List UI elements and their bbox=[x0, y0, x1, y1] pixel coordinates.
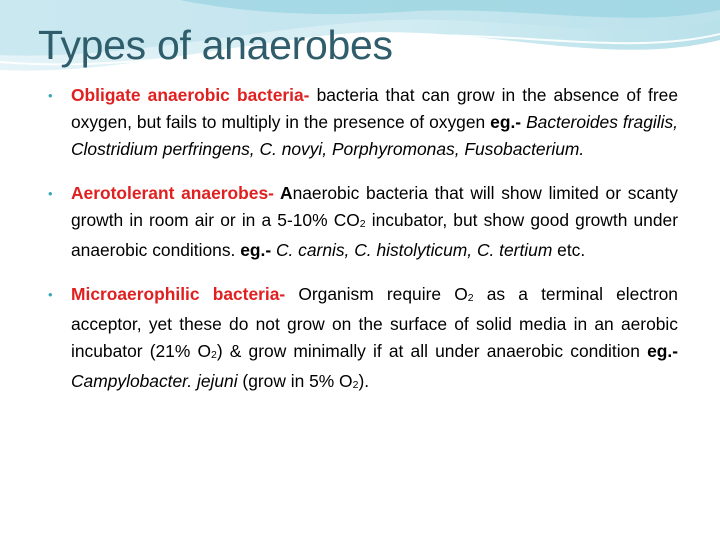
slide-title: Types of anaerobes bbox=[38, 22, 393, 68]
eg-label: eg.- bbox=[647, 341, 678, 361]
examples-text: Campylobacter. jejuni bbox=[71, 371, 238, 391]
term-label: Microaerophilic bacteria- bbox=[71, 284, 286, 304]
eg-label: eg.- bbox=[240, 240, 272, 260]
subscript: 2 bbox=[467, 292, 474, 304]
examples-text: C. carnis, C. histolyticum, C. tertium bbox=[271, 240, 553, 260]
bullet-microaerophilic-bacteria bbox=[46, 281, 678, 398]
eg-label: eg.- bbox=[490, 112, 522, 132]
bullet-dot-icon: • bbox=[48, 186, 53, 201]
term-label: Obligate anaerobic bacteria- bbox=[71, 85, 310, 105]
bullet-tail: ). bbox=[358, 371, 370, 391]
term-label: Aerotolerant anaerobes- bbox=[71, 183, 274, 203]
bullet-obligate-anaerobic bbox=[46, 82, 678, 163]
bullet-dot-icon: • bbox=[48, 88, 53, 103]
subscript-2: 2 bbox=[211, 349, 217, 361]
bold-letter: A bbox=[273, 183, 293, 203]
bullet-text-3: ) & grow minimally if at all under anaerobic condition bbox=[216, 341, 648, 361]
bullet-tail: etc. bbox=[552, 240, 586, 260]
examples-text: Bacteroides fragilis, Clostridium perfringens, C. novyi, Porphyromonas, Fusobacterium. bbox=[71, 112, 678, 159]
bullet-text: naerobic bacteria that will show limited or scanty growth in room air or in a 5-10% CO bbox=[71, 183, 679, 230]
subscript: 2 bbox=[359, 218, 366, 230]
subscript-3: 2 bbox=[352, 379, 359, 391]
bullet-text: Organism require O bbox=[285, 284, 468, 304]
bullet-aerotolerant-anaerobes bbox=[46, 180, 678, 264]
bullet-text: bacteria that can grow in the absence of free oxygen, but fails to multiply in the presence of oxygen bbox=[71, 85, 678, 132]
bullet-text-2: incubator, but show good growth under anaerobic conditions. bbox=[71, 210, 678, 260]
bullet-list bbox=[46, 82, 678, 415]
bullet-dot-icon: • bbox=[48, 287, 53, 302]
bullet-text-2: as a terminal electron acceptor, yet these do not grow on the surface of solid media in an aerobic incubator (21% O bbox=[71, 284, 678, 361]
bullet-text-4: (grow in 5% O bbox=[237, 371, 353, 391]
